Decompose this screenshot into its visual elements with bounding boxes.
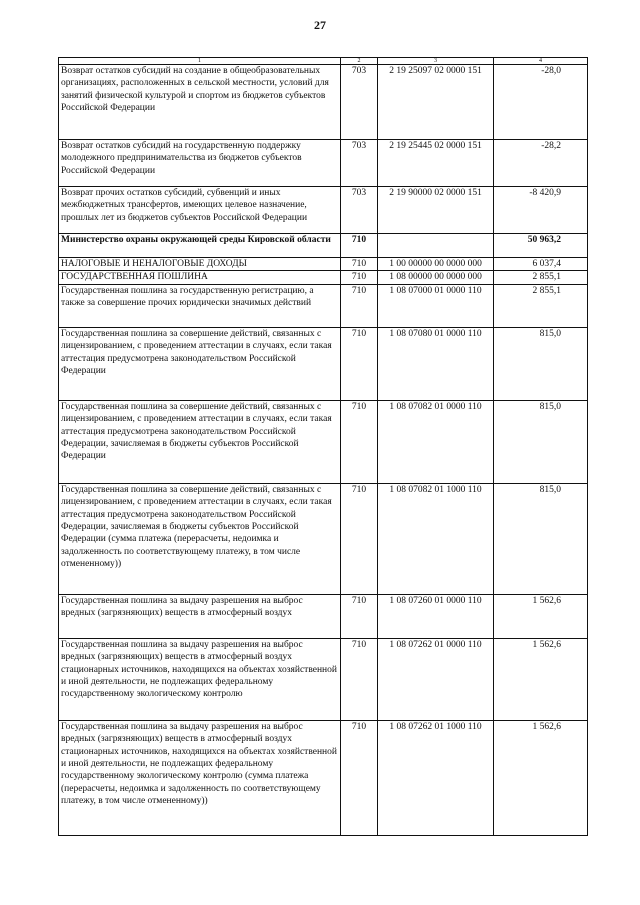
income-name-cell: Возврат остатков субсидий на государственную поддержку молодежного предпринимательства из бюджетов субъектов Российской Федерации (59, 140, 341, 187)
table-row (59, 258, 588, 271)
income-name-cell: Государственная пошлина за государственную регистрацию, а также за совершение прочих юридически значимых действий (59, 284, 341, 327)
table-row (59, 187, 588, 234)
income-name-cell: Государственная пошлина за совершение действий, связанных с лицензированием, с проведением аттестации в случаях, если такая аттестация предусмотрена законодательством Российской Федерации (59, 327, 341, 400)
table-row (59, 483, 588, 594)
amount-cell: 6 037,4 (494, 258, 588, 271)
amount-cell: 50 963,2 (494, 234, 588, 258)
page-number: 27 (314, 18, 326, 32)
admin-code-cell: 710 (341, 483, 378, 594)
income-name-cell: Государственная пошлина за совершение действий, связанных с лицензированием, с проведением аттестации в случаях, если такая аттестация предусмотрена законодательством Российской Федерации, зачисляемая в бюджеты субъектов Российской Федерации (59, 400, 341, 483)
budget-table (58, 57, 588, 836)
table-row (59, 638, 588, 720)
budget-code-cell: 2 19 25097 02 0000 151 (378, 65, 494, 140)
amount-cell: 815,0 (494, 327, 588, 400)
admin-code-cell: 703 (341, 187, 378, 234)
budget-code-cell: 1 08 07262 01 0000 110 (378, 638, 494, 720)
admin-code-cell: 710 (341, 271, 378, 284)
column-number: 3 (378, 58, 494, 65)
admin-code-cell: 710 (341, 594, 378, 638)
income-name-cell: Государственная пошлина за выдачу разрешения на выброс вредных (загрязняющих) веществ в атмосферный воздух стационарных источников, находящихся на объектах хозяйственной и иной деятельности, не подлежащих федеральному государственному экологическому контролю (59, 638, 341, 720)
table-row (59, 594, 588, 638)
amount-cell: 2 855,1 (494, 271, 588, 284)
table-row (59, 284, 588, 327)
budget-code-cell: 1 08 00000 00 0000 000 (378, 271, 494, 284)
amount-cell: 815,0 (494, 400, 588, 483)
admin-code-cell: 710 (341, 258, 378, 271)
budget-code-cell: 1 08 07000 01 0000 110 (378, 284, 494, 327)
budget-code-cell: 1 08 07082 01 0000 110 (378, 400, 494, 483)
table-row (59, 65, 588, 140)
amount-cell: -28,0 (494, 65, 588, 140)
income-name-cell: Возврат остатков субсидий на создание в общеобразовательных организациях, расположенных в сельской местности, условий для занятий физической культурой и спортом из бюджетов субъектов Российской Федерации (59, 65, 341, 140)
column-number: 4 (494, 58, 588, 65)
column-number-row (59, 58, 588, 65)
income-name-cell: Государственная пошлина за выдачу разрешения на выброс вредных (загрязняющих) веществ в атмосферный воздух стационарных источников, находящихся на объектах хозяйственной и иной деятельности, не подлежащих федеральному государственному экологическому контролю (сумма платежа (перерасчеты, недоимка и задолженность по соответствующему платежу, в том числе отмененному)) (59, 720, 341, 835)
column-number: 1 (59, 58, 341, 65)
income-name-cell: ГОСУДАРСТВЕННАЯ ПОШЛИНА (59, 271, 341, 284)
admin-code-cell: 710 (341, 638, 378, 720)
amount-cell: 1 562,6 (494, 638, 588, 720)
income-name-cell: НАЛОГОВЫЕ И НЕНАЛОГОВЫЕ ДОХОДЫ (59, 258, 341, 271)
admin-code-cell: 710 (341, 720, 378, 835)
table-row (59, 720, 588, 835)
income-name-cell: Государственная пошлина за выдачу разрешения на выброс вредных (загрязняющих) веществ в атмосферный воздух (59, 594, 341, 638)
budget-code-cell: 1 08 07082 01 1000 110 (378, 483, 494, 594)
budget-code-cell (378, 234, 494, 258)
column-number: 2 (341, 58, 378, 65)
budget-code-cell: 2 19 90000 02 0000 151 (378, 187, 494, 234)
budget-code-cell: 2 19 25445 02 0000 151 (378, 140, 494, 187)
amount-cell: 1 562,6 (494, 720, 588, 835)
table-row (59, 234, 588, 258)
budget-code-cell: 1 08 07260 01 0000 110 (378, 594, 494, 638)
admin-code-cell: 710 (341, 327, 378, 400)
table-row (59, 400, 588, 483)
table-row (59, 271, 588, 284)
amount-cell: -28,2 (494, 140, 588, 187)
amount-cell: 815,0 (494, 483, 588, 594)
budget-code-cell: 1 08 07080 01 0000 110 (378, 327, 494, 400)
budget-code-cell: 1 00 00000 00 0000 000 (378, 258, 494, 271)
admin-code-cell: 703 (341, 140, 378, 187)
income-name-cell: Возврат прочих остатков субсидий, субвенций и иных межбюджетных трансфертов, имеющих целевое назначение, прошлых лет из бюджетов субъектов Российской Федерации (59, 187, 341, 234)
admin-code-cell: 710 (341, 284, 378, 327)
income-name-cell: Министерство охраны окружающей среды Кировской области (59, 234, 341, 258)
admin-code-cell: 703 (341, 65, 378, 140)
amount-cell: 2 855,1 (494, 284, 588, 327)
amount-cell: 1 562,6 (494, 594, 588, 638)
table-row (59, 327, 588, 400)
income-name-cell: Государственная пошлина за совершение действий, связанных с лицензированием, с проведением аттестации в случаях, если такая аттестация предусмотрена законодательством Российской Федерации, зачисляемая в бюджеты субъектов Российской Федерации (сумма платежа (перерасчеты, недоимка и задолженность по соответствующему платежу, в том числе отмененному)) (59, 483, 341, 594)
budget-code-cell: 1 08 07262 01 1000 110 (378, 720, 494, 835)
admin-code-cell: 710 (341, 234, 378, 258)
admin-code-cell: 710 (341, 400, 378, 483)
table-row (59, 140, 588, 187)
amount-cell: -8 420,9 (494, 187, 588, 234)
